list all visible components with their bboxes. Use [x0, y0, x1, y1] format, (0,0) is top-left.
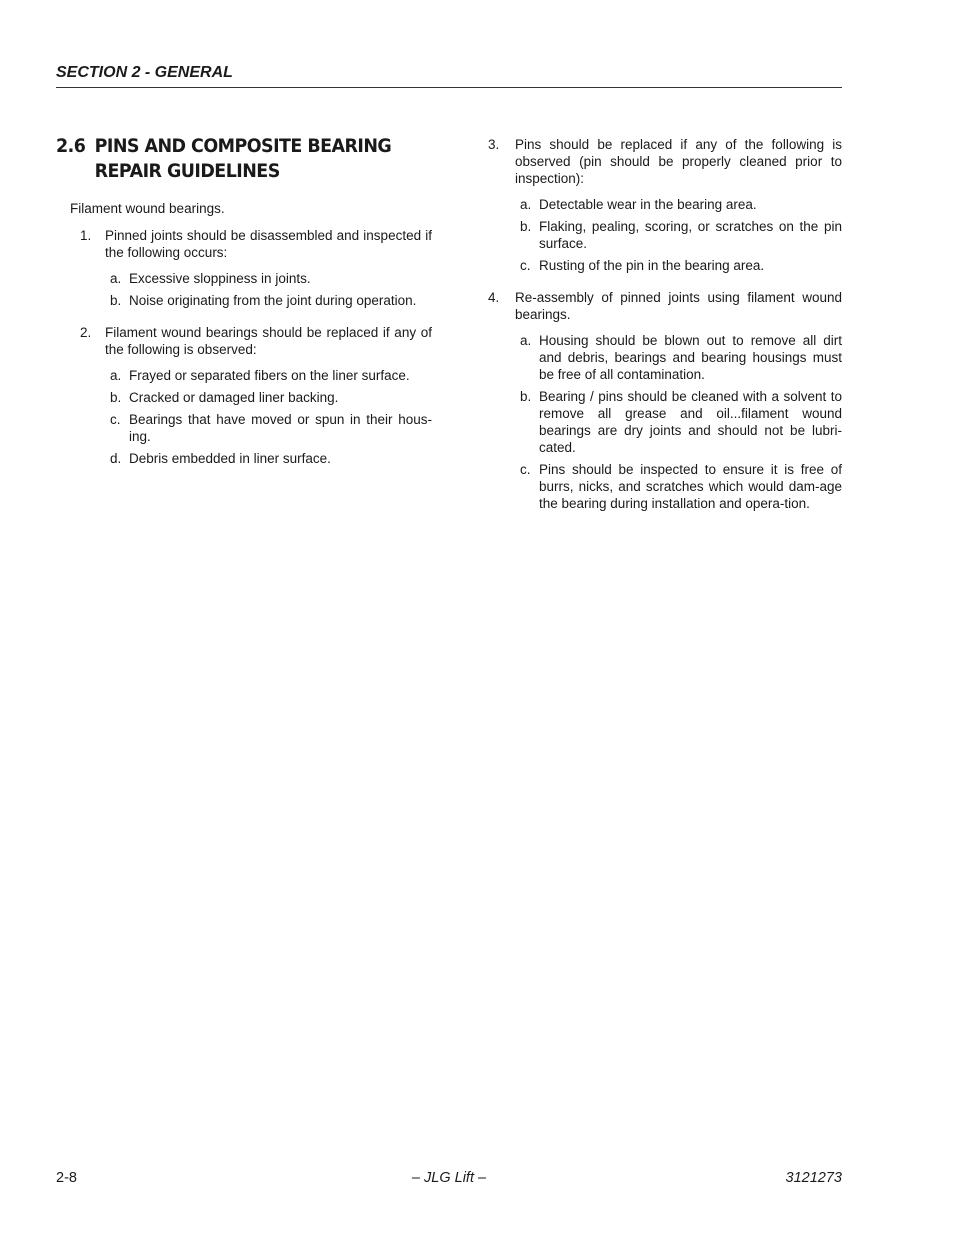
item-text: Filament wound bearings should be replaced if any of the following is observed:	[105, 325, 432, 357]
section-title: PINS AND COMPOSITE BEARING REPAIR GUIDELINES	[94, 135, 392, 182]
section-header-title: SECTION 2 - GENERAL	[56, 64, 233, 81]
page-number: 2-8	[56, 1170, 77, 1186]
page-footer	[56, 1170, 842, 1188]
item-number: 4.	[488, 290, 500, 305]
section-heading	[56, 134, 433, 184]
item-number: 2.	[80, 325, 92, 340]
item-text: Pinned joints should be disassembled and inspected if the following occurs:	[105, 228, 432, 260]
footer-brand: – JLG Lift –	[411, 1170, 487, 1186]
sub-item: c. Pins should be inspected to ensure it is free of burrs, nicks, and scratches which would dam-age the bearing during installation and opera-tion.	[520, 462, 842, 511]
left-column	[56, 134, 432, 482]
section-number: 2.6	[56, 135, 86, 157]
list-item-4	[488, 289, 842, 517]
sub-item: a. Frayed or separated fibers on the liner surface.	[110, 368, 410, 383]
sub-item: b. Bearing / pins should be cleaned with a solvent to remove all grease and oil...filament wound bearings are dry joints and should not be lubri-cated.	[520, 389, 842, 455]
document-number: 3121273	[785, 1170, 842, 1186]
right-column	[488, 136, 842, 527]
page-header	[56, 64, 842, 88]
sub-item: a. Housing should be blown out to remove all dirt and debris, bearings and bearing housings must be free of all contamination.	[520, 333, 842, 382]
section-intro: Filament wound bearings.	[70, 201, 225, 216]
item-number: 3.	[488, 137, 500, 152]
sub-item: b. Cracked or damaged liner backing.	[110, 390, 339, 405]
list-item-2	[56, 324, 432, 472]
item-number: 1.	[80, 228, 92, 243]
sub-item: d. Debris embedded in liner surface.	[110, 451, 331, 466]
sub-item: b. Flaking, pealing, scoring, or scratches on the pin surface.	[520, 219, 842, 251]
list-item-3	[488, 136, 842, 279]
sub-item: c. Rusting of the pin in the bearing area.	[520, 258, 765, 273]
item-text: Pins should be replaced if any of the following is observed (pin should be properly cleaned prior to inspection):	[515, 137, 842, 186]
list-item-1	[56, 227, 432, 314]
sub-item: b. Noise originating from the joint during operation.	[110, 293, 417, 308]
sub-item: c. Bearings that have moved or spun in their hous-ing.	[110, 412, 432, 444]
sub-item: a. Excessive sloppiness in joints.	[110, 271, 311, 286]
item-text: Re-assembly of pinned joints using filament wound bearings.	[515, 290, 842, 322]
sub-item: a. Detectable wear in the bearing area.	[520, 197, 757, 212]
